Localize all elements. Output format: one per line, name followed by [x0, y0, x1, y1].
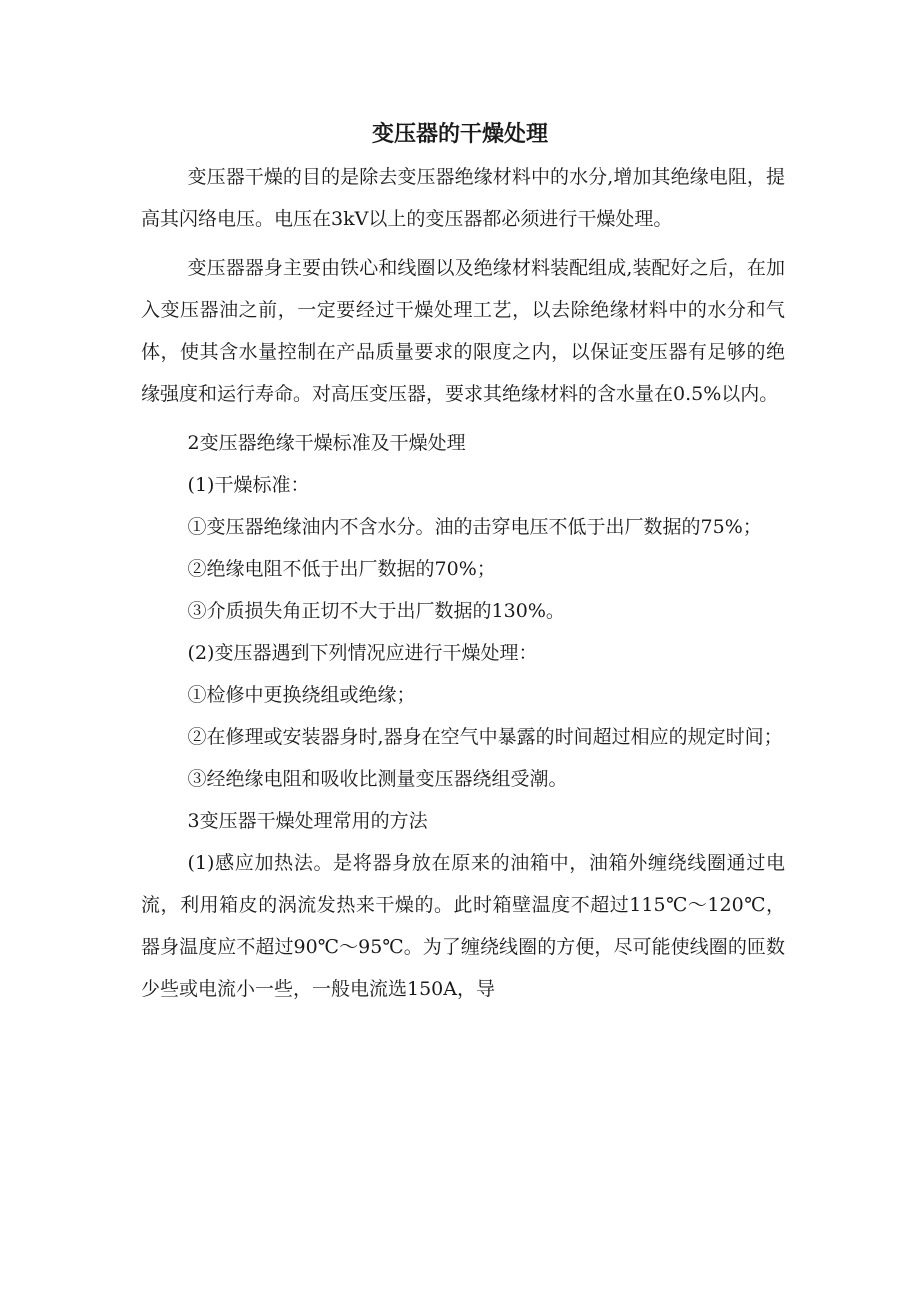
list-item-winding-damp: ③经绝缘电阻和吸收比测量变压器绕组受潮。 — [187, 768, 568, 790]
list-item-air-exposure: ②在修理或安装器身时,器身在空气中暴露的时间超过相应的规定时间； — [187, 726, 783, 748]
subheading-drying-standard: (1)干燥标准： — [187, 474, 310, 496]
paragraph-core-assembly: 变压器器身主要由铁心和线圈以及绝缘材料装配组成,装配好之后，在加入变压器油之前，一定要经过干燥处理工艺，以去除绝缘材料中的水分和气体，使其含水量控制在产品质量要求的限度之内，以保证变压器有足够的绝缘强度和运行寿命。对高压变压器，要求其绝缘材料的含水量在0.5%以内。 — [141, 257, 785, 405]
subheading-drying-conditions: (2)变压器遇到下列情况应进行干燥处理： — [187, 642, 538, 664]
list-item-insulation-resistance: ②绝缘电阻不低于出厂数据的70%； — [187, 558, 496, 580]
list-item-loss-tangent: ③介质损失角正切不大于出厂数据的130%。 — [187, 600, 565, 622]
paragraph-induction-heating: (1)感应加热法。是将器身放在原来的油箱中，油箱外缠绕线圈通过电流，利用箱皮的涡流发热来干燥的。此时箱壁温度不超过115℃～120℃，器身温度应不超过90℃～95℃。为了缠绕线圈的方便，尽可能使线圈的匝数少些或电流小一些，一般电流选150A，导 — [141, 852, 785, 1000]
document-body — [141, 156, 785, 1010]
paragraph-purpose: 变压器干燥的目的是除去变压器绝缘材料中的水分,增加其绝缘电阻，提高其闪络电压。电压在3kV以上的变压器都必须进行干燥处理。 — [141, 166, 785, 230]
list-item-oil-breakdown: ①变压器绝缘油内不含水分。油的击穿电压不低于出厂数据的75%； — [187, 516, 762, 538]
document-title: 变压器的干燥处理 — [371, 122, 548, 147]
list-item-replace-winding: ①检修中更换绕组或绝缘； — [187, 684, 416, 706]
section-heading-standards: 2变压器绝缘干燥标准及干燥处理 — [187, 432, 466, 454]
section-heading-methods: 3变压器干燥处理常用的方法 — [187, 810, 428, 832]
